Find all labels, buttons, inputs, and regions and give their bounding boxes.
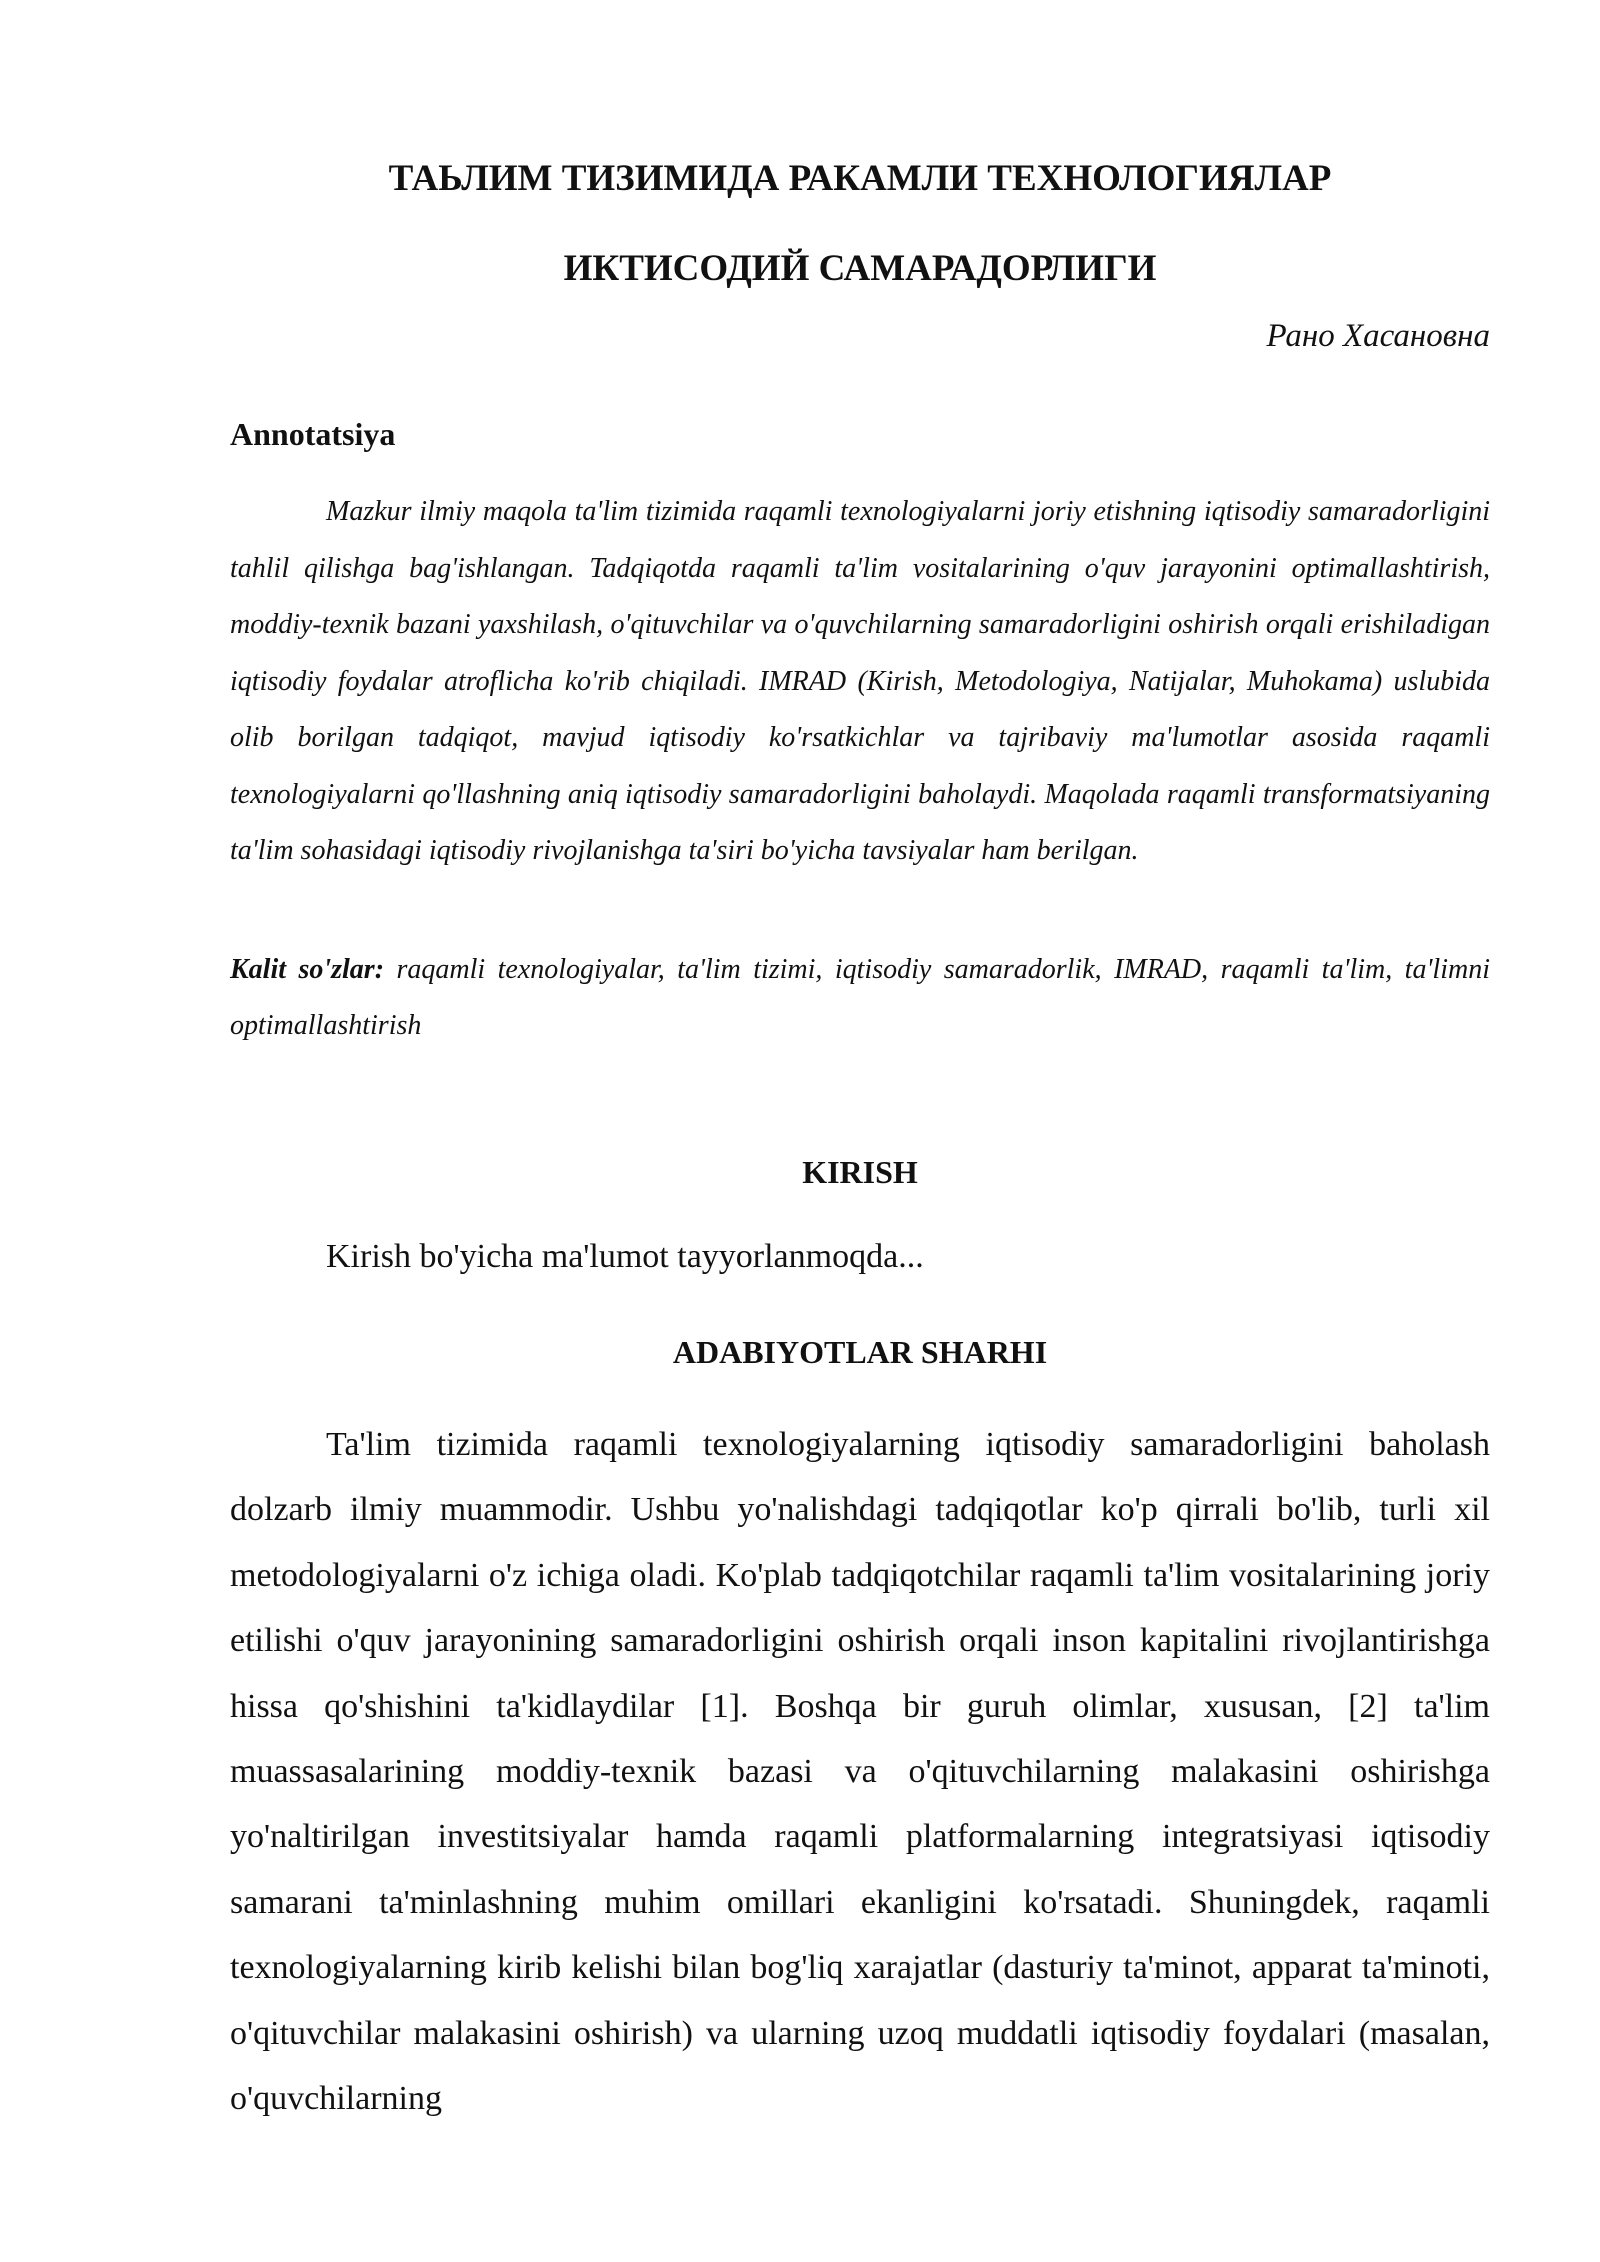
section-heading-literature-review: ADABIYOTLAR SHARHI	[672, 1334, 1048, 1370]
annotation-text: Mazkur ilmiy maqola ta'lim tizimida raqamli texnologiyalarni joriy etishning iqtisodiy samaradorligini tahlil qilishga bag'ishlangan. Tadqiqotda raqamli ta'lim vositalarining o'quv jarayonini optimallashtirish, moddiy-texnik bazani yaxshilash, o'qituvchilar va o'quvchilarning samaradorligini oshirish orqali erishiladigan iqtisodiy foydalar atroflicha ko'rib chiqiladi. IMRAD (Kirish, Metodologiya, Natijalar, Muhokama) uslubida olib borilgan tadqiqot, mavjud iqtisodiy ko'rsatkichlar va tajribaviy ma'lumotlar asosida raqamli texnologiyalarni qo'llashning aniq iqtisodiy samaradorligini baholaydi. Maqolada raqamli transformatsiyaning ta'lim sohasidagi iqtisodiy rivojlanishga ta'siri bo'yicha tavsiyalar ham berilgan.	[230, 496, 1490, 866]
keywords-text: raqamli texnologiyalar, ta'lim tizimi, iqtisodiy samaradorlik, IMRAD, raqamli ta'lim, ta'limni optimallashtirish	[230, 954, 1490, 1041]
section-heading-intro: KIRISH	[802, 1154, 918, 1190]
title-line-2: ИКТИСОДИЙ САМАРАДОРЛИГИ	[563, 248, 1157, 289]
keywords	[230, 942, 1490, 1054]
keywords-label: Kalit so'zlar:	[230, 954, 385, 985]
section-intro-text: Kirish bo'yicha ma'lumot tayyorlanmoqda...	[326, 1238, 924, 1275]
annotation-heading: Annotatsiya	[230, 416, 396, 452]
title-line-1: ТАЬЛИМ ТИЗИМИДА РАКАМЛИ ТЕХНОЛОГИЯЛАР	[388, 158, 1332, 199]
author-name: Рано Хасановна	[1266, 318, 1490, 354]
document-title	[230, 134, 1490, 314]
section-review-text: Ta'lim tizimida raqamli texnologiyalarning iqtisodiy samaradorligini baholash dolzarb ilmiy muammodir. Ushbu yo'nalishdagi tadqiqotlar ko'p qirrali bo'lib, turli xil metodologiyalarni o'z ichiga oladi. Ko'plab tadqiqotchilar raqamli ta'lim vositalarining joriy etilishi o'quv jarayonining samaradorligini oshirish orqali inson kapitalini rivojlantirishga hissa qo'shishini ta'kidlaydilar [1]. Boshqa bir guruh olimlar, xususan, [2] ta'lim muassasalarining moddiy-texnik bazasi va o'qituvchilarning malakasini oshirishga yo'naltirilgan investitsiyalar hamda raqamli platformalarning integratsiyasi iqtisodiy samarani ta'minlashning muhim omillari ekanligini ko'rsatadi. Shuningdek, raqamli texnologiyalarning kirib kelishi bilan bog'liq xarajatlar (dasturiy ta'minot, apparat ta'minoti, o'qituvchilar malakasini oshirish) va ularning uzoq muddatli iqtisodiy foydalari (masalan, o'quvchilarning	[230, 1426, 1490, 2118]
